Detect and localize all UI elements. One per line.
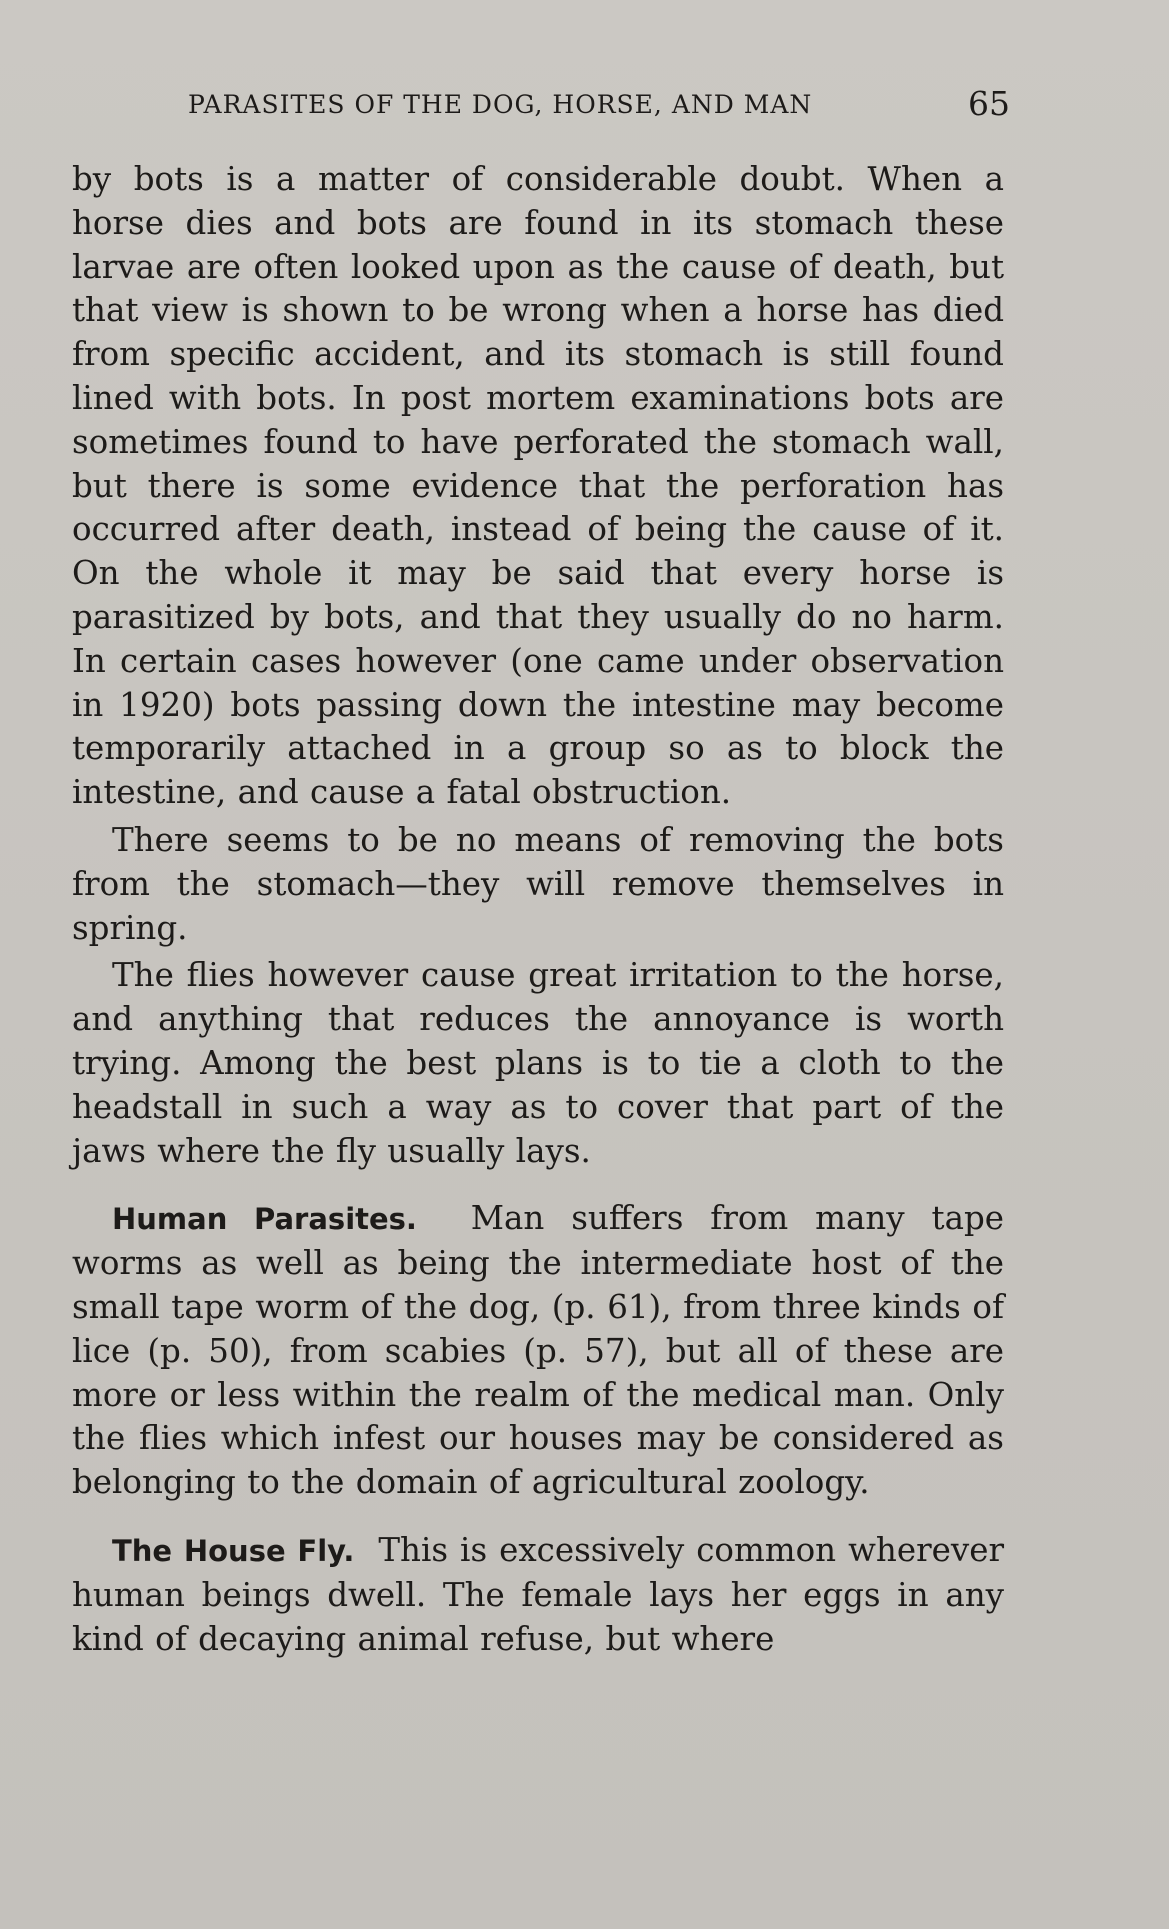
paragraph-bots-doubt: [72, 158, 1004, 815]
section-heading-house-fly: The House Fly.: [112, 1533, 355, 1568]
paragraph-text: Man suffers from many tape worms as well as being the intermediate host of the small tape worm of the dog, (p. 61), from three kinds of lice (p. 50), from scabies (p. 57), but all of these are more or less within the realm of the medical man. Only the flies which infest our houses may be considered as belonging to the domain of agricultural zoology.: [72, 1199, 1005, 1502]
section-heading-human-parasites: Human Parasites.: [112, 1202, 417, 1237]
paragraph-text: The flies however cause great irritation to the horse, and anything that reduces the annoyance is worth trying. Among the best plans is to tie a cloth to the headstall in such a way as to cover that part of the jaws where the fly usually lays.: [72, 956, 1004, 1170]
paragraph-text: This is excessively common wherever human beings dwell. The female lays her eggs in any kind of decaying animal refuse, but where: [72, 1530, 1004, 1658]
paragraph-text: There seems to be no means of removing the bots from the stomach—they will remove themselves in spring.: [72, 820, 1004, 947]
paragraph-house-fly: [72, 1529, 1004, 1661]
paragraph-flies-irritation: [72, 954, 1004, 1173]
page-number: 65: [968, 84, 1010, 123]
page-header: [188, 84, 1010, 124]
paragraph-human-parasites: [72, 1197, 1004, 1505]
paragraph-text: by bots is a matter of considerable doubt. When a horse dies and bots are found in its stomach these larvae are often looked upon as the cause of death, but that view is shown to be wrong when a horse has died from specific accident, and its stomach is still found lined with bots. In post mortem examinations bots are sometimes found to have perforated the stomach wall, but there is some evidence that the perforation has occurred after death, instead of being the cause of it. On the whole it may be said that every horse is parasitized by bots, and that they usually do no harm. In certain cases however (one came under observation in 1920) bots passing down the intestine may become temporarily attached in a group so as to block the intestine, and cause a fatal obstruction.: [72, 160, 1004, 812]
paragraph-removing-bots: [72, 819, 1004, 950]
running-head: PARASITES OF THE DOG, HORSE, AND MAN: [188, 90, 813, 119]
page-body: [72, 158, 1004, 1661]
